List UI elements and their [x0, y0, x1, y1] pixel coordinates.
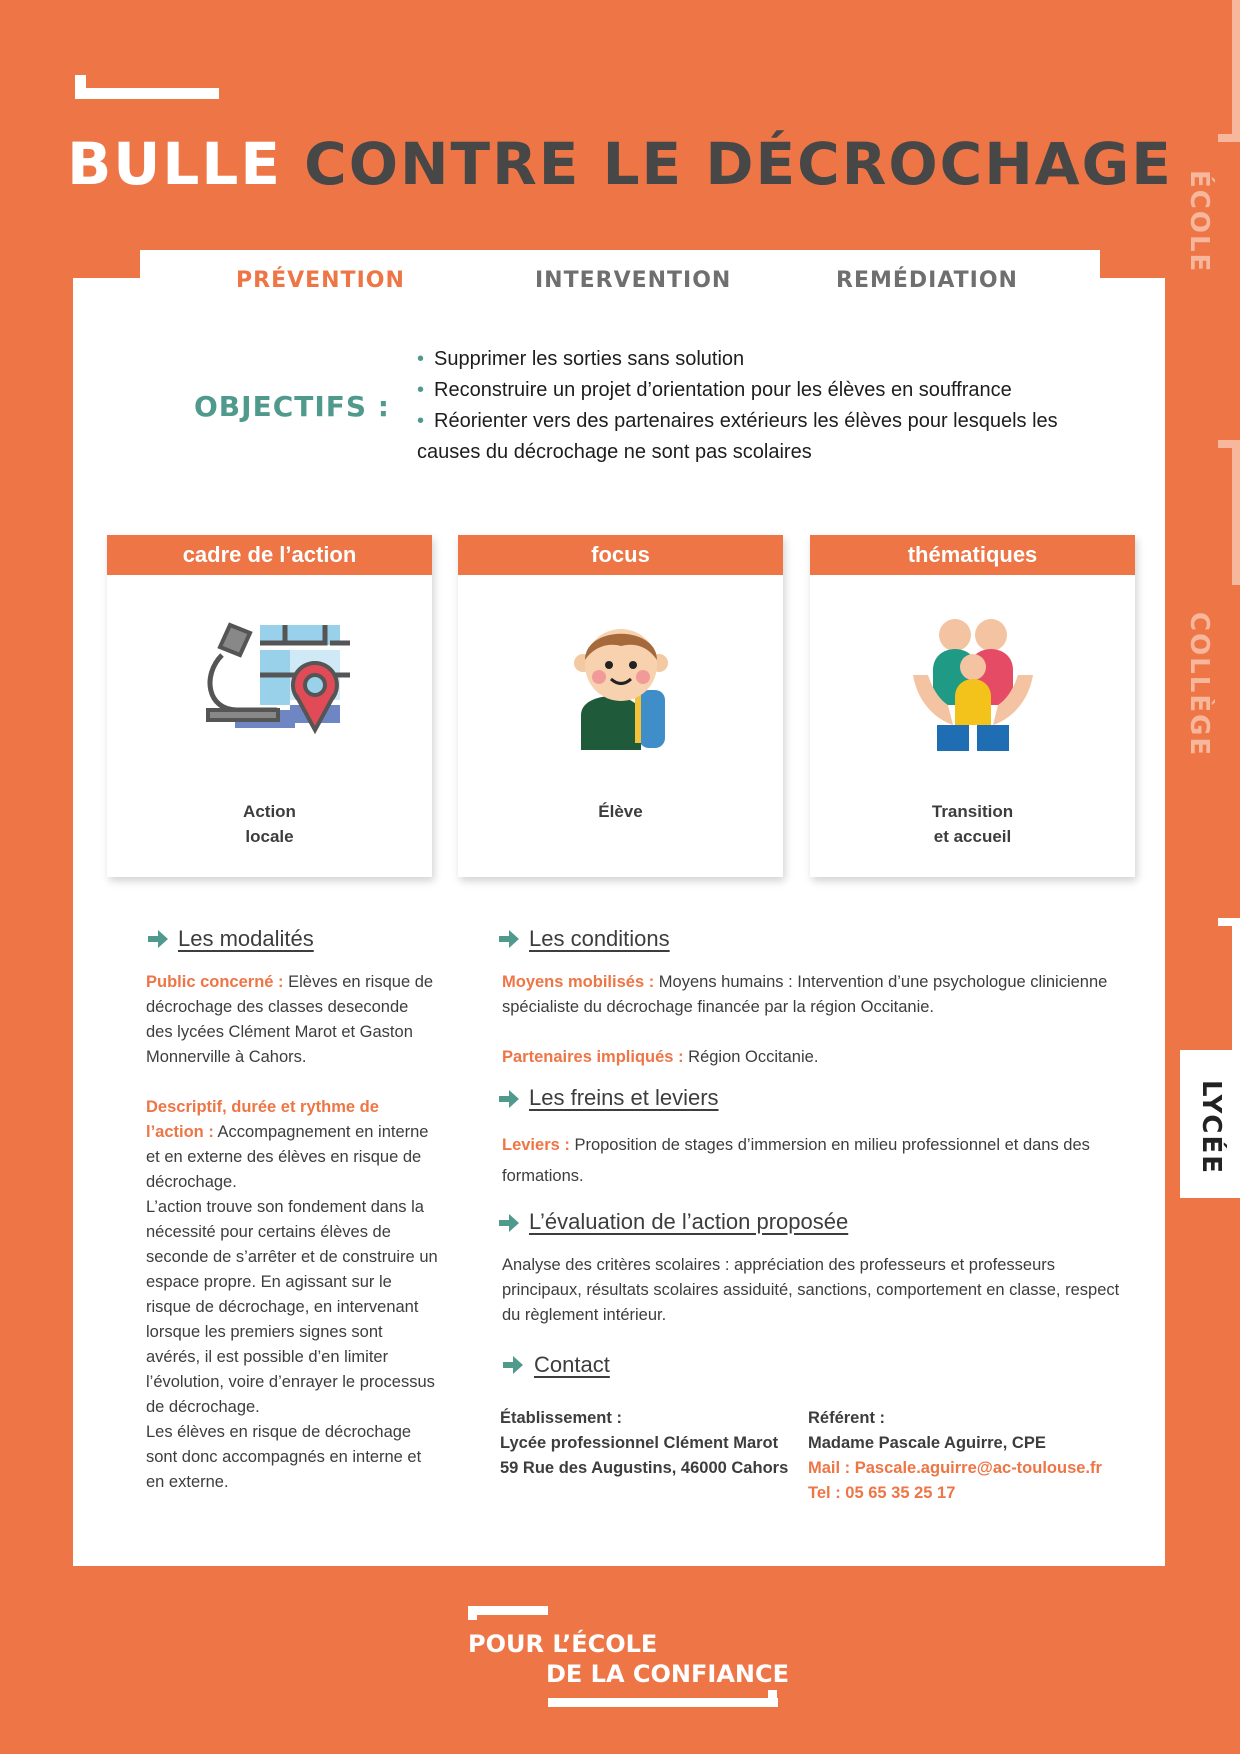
- arrow-right-icon: [501, 1354, 525, 1376]
- section-title-evaluation: L’évaluation de l’action proposée: [529, 1209, 849, 1234]
- student-icon: [458, 615, 783, 755]
- conditions-moyens: Moyens mobilisés : Moyens humains : Intervention d’une psychologue clinicienne spécialiste du décrochage financée par la région Occitanie.: [502, 973, 1108, 1016]
- tab-intervention[interactable]: INTERVENTION: [535, 268, 732, 293]
- microscope-map-pin-icon: [107, 615, 432, 755]
- stage-college: COLLÈGE: [1184, 612, 1214, 758]
- conditions-partenaires: Partenaires impliqués : Région Occitanie.: [502, 1048, 819, 1066]
- list-item: • Reconstruire un projet d’orientation pour les élèves en souffrance: [417, 379, 1012, 401]
- title-part-1: BULLE: [67, 130, 282, 198]
- section-title-modalites: Les modalités: [178, 926, 314, 951]
- arrow-right-icon: [497, 1212, 521, 1234]
- modalites-public: Public concerné : Elèves en risque de décrochage des classes deseconde des lycées Clément Marot et Gaston Monnerville à Cahors.: [146, 973, 434, 1066]
- title-part-2: CONTRE LE DÉCROCHAGE: [304, 130, 1173, 198]
- section-title-conditions: Les conditions: [529, 926, 670, 951]
- page-title: [0, 130, 1240, 198]
- list-item: • Réorienter vers des partenaires extérieurs les élèves pour lesquels les causes du décrochage ne sont pas scolaires: [417, 410, 1058, 463]
- contact-mail-link[interactable]: Mail : Pascale.aguirre@ac-toulouse.fr: [808, 1459, 1102, 1477]
- tab-prevention[interactable]: PRÉVENTION: [236, 268, 405, 293]
- stage-lycee: LYCÉE: [1196, 1080, 1226, 1176]
- side-bar-lycee-v: [1232, 918, 1240, 1050]
- box-header: focus: [458, 535, 783, 575]
- contact-etablissement: Établissement : Lycée professionnel Clément Marot 59 Rue des Augustins, 46000 Cahors: [500, 1409, 789, 1477]
- box-header: thématiques: [810, 535, 1135, 575]
- tab-remediation[interactable]: REMÉDIATION: [836, 268, 1018, 293]
- box-label: Élève: [598, 802, 643, 821]
- side-bar-ecole: [1232, 0, 1240, 140]
- list-item: • Supprimer les sorties sans solution: [417, 348, 745, 370]
- section-title-contact: Contact: [534, 1352, 610, 1377]
- decorative-bracket: [75, 75, 219, 99]
- freins-leviers: Leviers : Proposition de stages d’immersion en milieu professionnel et dans des formations.: [502, 1136, 1090, 1185]
- box-thematiques: [810, 535, 1135, 877]
- box-cadre-action: [107, 535, 432, 877]
- contact-tel[interactable]: Tel : 05 65 35 25 17: [808, 1484, 956, 1502]
- modalites-descriptif: Descriptif, durée et rythme de l’action : Accompagnement en interne et en externe des élèves en risque de décrochage. L’action trouve son fondement dans la nécessité pour certains élèves de seconde de s’arrêter et de construire un espace propre. En agissant sur le risque de décrochage, en intervenant lorsque les premiers signes sont avérés, il est possible d’en limiter l’évolution, voire d’enrayer le processus de décrochage. Les élèves en risque de décrochage sont donc accompagnés en interne et en externe.: [146, 1098, 438, 1491]
- box-header: cadre de l’action: [107, 535, 432, 575]
- logo-ecole-confiance: POUR L’ÉCOLE DE LA CONFIANCE: [468, 1606, 778, 1710]
- section-title-freins: Les freins et leviers: [529, 1085, 719, 1110]
- arrow-right-icon: [497, 1088, 521, 1110]
- stage-ecole: ÉCOLE: [1184, 170, 1214, 274]
- box-focus: [458, 535, 783, 877]
- arrow-right-icon: [497, 928, 521, 950]
- arrow-right-icon: [146, 928, 170, 950]
- side-bar-college-v: [1232, 440, 1240, 585]
- evaluation-text: Analyse des critères scolaires : appréciation des professeurs et professeurs principaux, résultats scolaires assiduité, sanctions, comportement en classe, respect du règlement intérieur.: [502, 1256, 1120, 1324]
- side-bar-ecole-cap: [1218, 134, 1240, 142]
- family-hands-icon: [810, 615, 1135, 755]
- box-label: Transition et accueil: [931, 802, 1014, 846]
- objectifs-title: OBJECTIFS :: [194, 390, 390, 423]
- objectifs-list: [417, 344, 1107, 468]
- box-label: Action locale: [243, 802, 296, 846]
- contact-referent: Référent : Madame Pascale Aguirre, CPE Mail : Pascale.aguirre@ac-toulouse.fr Tel : 05 65 35 25 17: [808, 1406, 1138, 1506]
